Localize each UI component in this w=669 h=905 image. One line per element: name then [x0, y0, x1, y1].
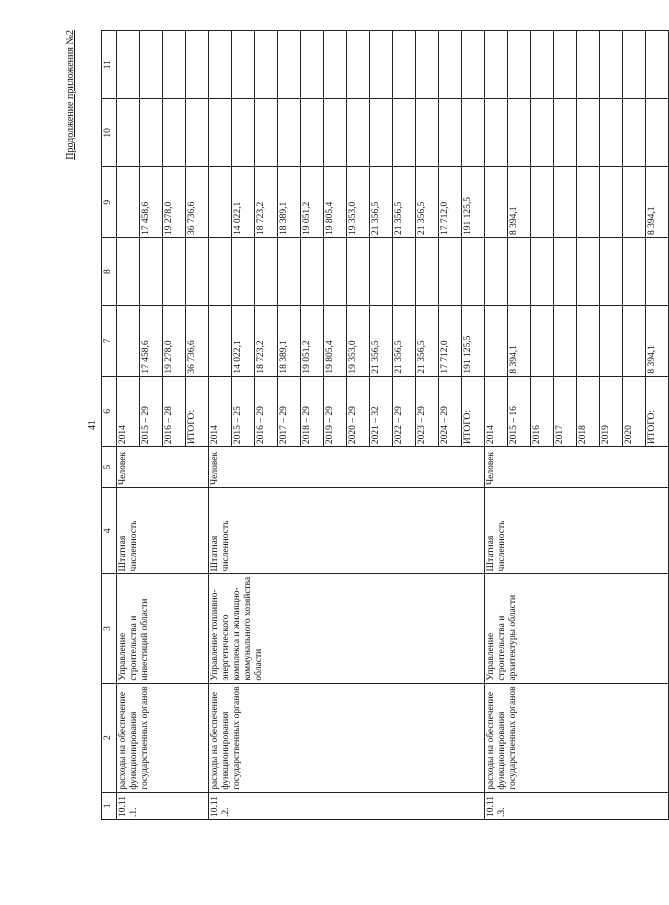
- amount-cell: [393, 237, 416, 305]
- amount-cell: 19 278,0: [163, 167, 186, 237]
- amount-cell: [646, 237, 669, 305]
- amount-cell: [163, 99, 186, 167]
- table-row: [117, 31, 140, 820]
- amount-cell: [393, 99, 416, 167]
- amount-cell: [600, 99, 623, 167]
- amount-cell: [600, 306, 623, 376]
- amount-cell: 19 353,0: [347, 167, 370, 237]
- amount-cell: [554, 31, 577, 99]
- amount-cell: [600, 167, 623, 237]
- amount-cell: 14 022,1: [232, 306, 255, 376]
- amount-cell: [117, 167, 140, 237]
- amount-cell: 14 022,1: [232, 167, 255, 237]
- unit-cell: Человек: [209, 447, 485, 488]
- amount-cell: [416, 31, 439, 99]
- amount-cell: 8 394,1: [508, 167, 531, 237]
- amount-cell: [416, 237, 439, 305]
- column-number: 4: [102, 488, 117, 574]
- amount-cell: [600, 237, 623, 305]
- amount-cell: [163, 237, 186, 305]
- amount-cell: 21 356,5: [370, 167, 393, 237]
- amount-cell: [163, 31, 186, 99]
- amount-cell: [278, 237, 301, 305]
- amount-cell: [347, 31, 370, 99]
- amount-cell: 19 353,0: [347, 306, 370, 376]
- amount-cell: [232, 31, 255, 99]
- amount-cell: [324, 99, 347, 167]
- column-number: 5: [102, 447, 117, 488]
- amount-cell: [255, 99, 278, 167]
- period-cell: 2022 – 29: [393, 376, 416, 446]
- amount-cell: 19 805,4: [324, 167, 347, 237]
- amount-cell: [301, 99, 324, 167]
- period-cell: 2016: [531, 376, 554, 446]
- amount-cell: [140, 237, 163, 305]
- amount-cell: [462, 31, 485, 99]
- amount-cell: 18 723,2: [255, 306, 278, 376]
- period-cell: 2020: [623, 376, 646, 446]
- amount-cell: [554, 99, 577, 167]
- amount-cell: [623, 237, 646, 305]
- period-cell: 2023 – 29: [416, 376, 439, 446]
- amount-cell: [186, 31, 209, 99]
- purpose-cell: расходы на обеспечение функционирования государственных органов: [209, 683, 485, 792]
- amount-cell: [554, 167, 577, 237]
- amount-cell: 21 356,5: [393, 306, 416, 376]
- period-cell: ИТОГО:: [462, 376, 485, 446]
- amount-cell: [117, 306, 140, 376]
- amount-cell: 18 389,1: [278, 167, 301, 237]
- amount-cell: 191 125,5: [462, 167, 485, 237]
- amount-cell: [140, 31, 163, 99]
- amount-cell: [209, 306, 232, 376]
- table-row: [485, 31, 508, 820]
- department-cell: Управление строительства и инвестиций области: [117, 574, 209, 683]
- column-number: 3: [102, 574, 117, 683]
- unit-cell: Человек: [117, 447, 209, 488]
- page-number: 41: [87, 420, 98, 430]
- amount-cell: [209, 31, 232, 99]
- period-cell: 2016 – 29: [255, 376, 278, 446]
- amount-cell: 19 051,2: [301, 306, 324, 376]
- amount-cell: [531, 167, 554, 237]
- purpose-cell: расходы на обеспечение функционирования государственных органов: [485, 683, 669, 792]
- amount-cell: [186, 99, 209, 167]
- amount-cell: [439, 237, 462, 305]
- amount-cell: [531, 99, 554, 167]
- period-cell: 2021 – 32: [370, 376, 393, 446]
- period-cell: 2015 – 29: [140, 376, 163, 446]
- period-cell: 2018 – 29: [301, 376, 324, 446]
- amount-cell: [646, 99, 669, 167]
- table-body: [117, 31, 669, 820]
- amount-cell: [209, 167, 232, 237]
- column-number: 11: [102, 31, 117, 99]
- period-cell: 2024 – 29: [439, 376, 462, 446]
- amount-cell: [577, 31, 600, 99]
- amount-cell: 21 356,5: [416, 167, 439, 237]
- amount-cell: [508, 99, 531, 167]
- amount-cell: [577, 99, 600, 167]
- period-cell: 2014: [485, 376, 508, 446]
- amount-cell: 36 736,6: [186, 306, 209, 376]
- amount-cell: [531, 306, 554, 376]
- period-cell: 2017 – 29: [278, 376, 301, 446]
- amount-cell: 36 736,6: [186, 167, 209, 237]
- amount-cell: [278, 99, 301, 167]
- amount-cell: 19 051,2: [301, 167, 324, 237]
- amount-cell: [255, 31, 278, 99]
- period-cell: 2015 – 25: [232, 376, 255, 446]
- amount-cell: [508, 31, 531, 99]
- column-number: 10: [102, 99, 117, 167]
- column-number: 1: [102, 792, 117, 819]
- amount-cell: [462, 99, 485, 167]
- amount-cell: [623, 167, 646, 237]
- purpose-cell: расходы на обеспечение функционирования государственных органов: [117, 683, 209, 792]
- amount-cell: [347, 99, 370, 167]
- amount-cell: [301, 31, 324, 99]
- column-number: 6: [102, 376, 117, 446]
- amount-cell: [485, 31, 508, 99]
- period-cell: 2020 – 29: [347, 376, 370, 446]
- amount-cell: [416, 99, 439, 167]
- amount-cell: [646, 31, 669, 99]
- amount-cell: 21 356,5: [370, 306, 393, 376]
- amount-cell: [531, 31, 554, 99]
- amount-cell: [485, 167, 508, 237]
- amount-cell: [439, 99, 462, 167]
- amount-cell: 18 723,2: [255, 167, 278, 237]
- amount-cell: [370, 237, 393, 305]
- amount-cell: [324, 31, 347, 99]
- amount-cell: 8 394,1: [646, 306, 669, 376]
- amount-cell: [485, 306, 508, 376]
- amount-cell: [278, 31, 301, 99]
- indicator-cell: Штатная численность: [209, 488, 485, 574]
- amount-cell: [485, 99, 508, 167]
- amount-cell: [577, 237, 600, 305]
- amount-cell: [554, 237, 577, 305]
- amount-cell: 19 805,4: [324, 306, 347, 376]
- amount-cell: [439, 31, 462, 99]
- amount-cell: [140, 99, 163, 167]
- program-table: [101, 30, 669, 820]
- period-cell: 2015 – 16: [508, 376, 531, 446]
- amount-cell: [623, 306, 646, 376]
- column-number: 2: [102, 683, 117, 792]
- amount-cell: [485, 237, 508, 305]
- period-cell: 2014: [117, 376, 140, 446]
- amount-cell: [600, 31, 623, 99]
- amount-cell: 17 712,0: [439, 167, 462, 237]
- amount-cell: 8 394,1: [646, 167, 669, 237]
- unit-cell: Человек: [485, 447, 669, 488]
- period-cell: 2018: [577, 376, 600, 446]
- amount-cell: 8 394,1: [508, 306, 531, 376]
- amount-cell: [508, 237, 531, 305]
- period-cell: ИТОГО:: [186, 376, 209, 446]
- amount-cell: [462, 237, 485, 305]
- department-cell: Управление топливно-энергетического комплекса и жилищно-коммунального хозяйства области: [209, 574, 485, 683]
- amount-cell: [117, 31, 140, 99]
- period-cell: 2019 – 29: [324, 376, 347, 446]
- period-cell: 2014: [209, 376, 232, 446]
- item-code: 10.11.1.: [117, 792, 209, 819]
- amount-cell: [554, 306, 577, 376]
- period-cell: 2016 – 28: [163, 376, 186, 446]
- amount-cell: [209, 237, 232, 305]
- amount-cell: [232, 99, 255, 167]
- amount-cell: 191 125,5: [462, 306, 485, 376]
- column-number: 7: [102, 306, 117, 376]
- amount-cell: [324, 237, 347, 305]
- continuation-note: Продолжение приложения №2: [65, 30, 76, 160]
- amount-cell: [531, 237, 554, 305]
- department-cell: Управление строительства и архитектуры области: [485, 574, 669, 683]
- indicator-cell: Штатная численность: [485, 488, 669, 574]
- period-cell: 2017: [554, 376, 577, 446]
- amount-cell: [186, 237, 209, 305]
- indicator-cell: Штатная численность: [117, 488, 209, 574]
- period-cell: ИТОГО:: [646, 376, 669, 446]
- amount-cell: [117, 237, 140, 305]
- amount-cell: [117, 99, 140, 167]
- amount-cell: 18 389,1: [278, 306, 301, 376]
- amount-cell: [370, 31, 393, 99]
- period-cell: 2019: [600, 376, 623, 446]
- table-row: [209, 31, 232, 820]
- amount-cell: [232, 237, 255, 305]
- amount-cell: [255, 237, 278, 305]
- rotated-content: [65, 30, 657, 820]
- amount-cell: 21 356,5: [393, 167, 416, 237]
- amount-cell: [347, 237, 370, 305]
- amount-cell: 17 458,6: [140, 167, 163, 237]
- amount-cell: [577, 167, 600, 237]
- amount-cell: 17 712,0: [439, 306, 462, 376]
- amount-cell: 21 356,5: [416, 306, 439, 376]
- amount-cell: [209, 99, 232, 167]
- column-number: 8: [102, 237, 117, 305]
- amount-cell: [623, 99, 646, 167]
- amount-cell: [393, 31, 416, 99]
- amount-cell: [370, 99, 393, 167]
- column-number: 9: [102, 167, 117, 237]
- column-number-row: [102, 31, 117, 820]
- item-code: 10.11.3.: [485, 792, 669, 819]
- amount-cell: 19 278,0: [163, 306, 186, 376]
- amount-cell: 17 458,6: [140, 306, 163, 376]
- item-code: 10.11.2.: [209, 792, 485, 819]
- amount-cell: [623, 31, 646, 99]
- amount-cell: [301, 237, 324, 305]
- amount-cell: [577, 306, 600, 376]
